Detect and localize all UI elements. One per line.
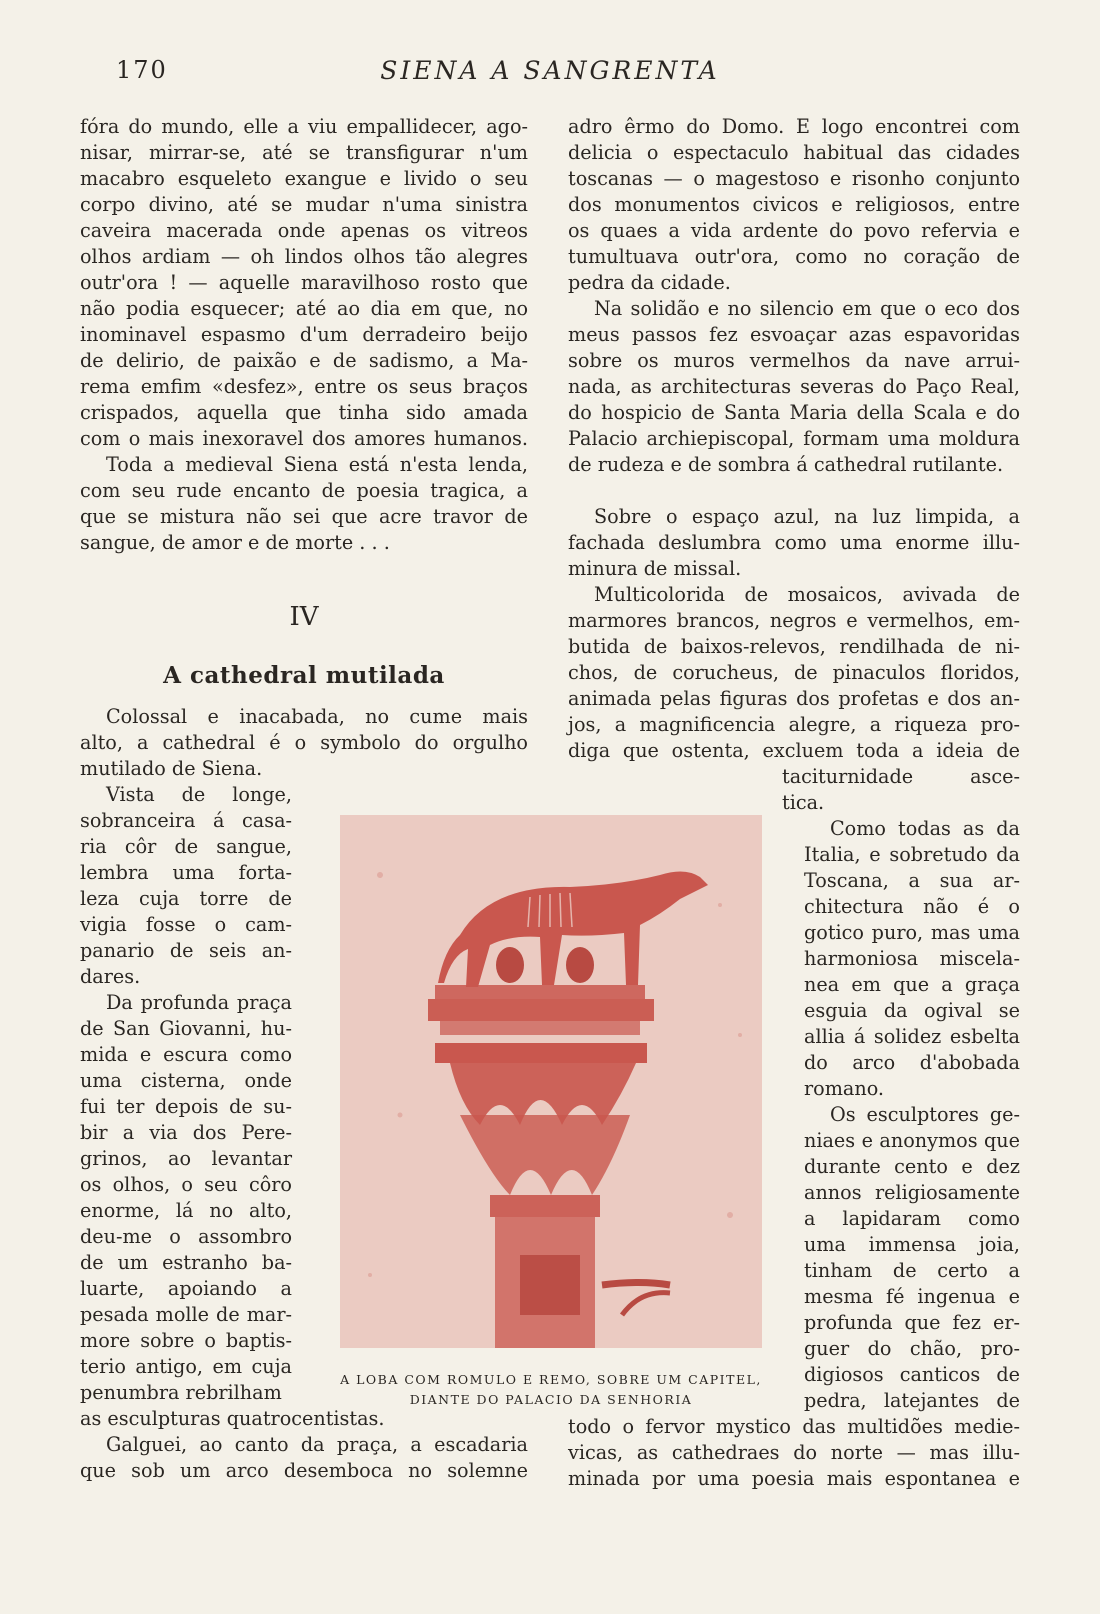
text-line: de San Giovanni, hu- [80, 1017, 292, 1040]
text-line: leza cuja torre de [80, 887, 292, 910]
text-line: tumultuava outr'ora, como no coração de [568, 245, 1020, 268]
text-line: pedra da cidade. [568, 271, 731, 294]
text-line: tica. [782, 791, 825, 814]
text-line: de um estranho ba- [80, 1251, 292, 1274]
text-line: nada, as architecturas severas do Paço Real, [568, 375, 1020, 398]
text-line: lembra uma forta- [80, 861, 292, 884]
text-line: nisar, mirrar-se, até se transfigurar n'um [80, 141, 528, 164]
text-line: sangue, de amor e de morte . . . [80, 531, 390, 554]
running-title: SIENA A SANGRENTA [380, 56, 720, 85]
text-line: Italia, e sobretudo da [804, 843, 1020, 866]
text-line: que se mistura não sei que acre travor de [80, 505, 528, 528]
text-line: panario de seis an- [80, 939, 292, 962]
text-line: nea em que a graça [804, 973, 1020, 996]
text-line: Toscana, a sua ar- [804, 869, 1020, 892]
caption-line: A LOBA COM ROMULO E REMO, SOBRE UM CAPITEL, [340, 1372, 762, 1387]
she-wolf-photograph [340, 815, 762, 1348]
text-line: tinham de certo a [804, 1259, 1020, 1282]
text-line: as esculpturas quatrocentistas. [80, 1407, 385, 1430]
text-line: allia á solidez esbelta [804, 1025, 1020, 1048]
text-line: de delirio, de paixão e de sadismo, a Ma- [80, 349, 528, 372]
text-line: olhos ardiam — oh lindos olhos tão alegres [80, 245, 528, 268]
text-line: pesada molle de mar- [80, 1303, 292, 1326]
text-line: animada pelas figuras dos profetas e dos an- [568, 687, 1020, 710]
text-line: meus passos fez esvoaçar azas espavoridas [568, 323, 1020, 346]
text-line: minura de missal. [568, 557, 742, 580]
text-line: luarte, apoiando a [80, 1277, 292, 1300]
text-line: terio antigo, em cuja [80, 1355, 292, 1378]
text-line: os olhos, o seu côro [80, 1173, 292, 1196]
text-line: não podia esquecer; até ao dia em que, no [80, 297, 528, 320]
text-line: delicia o espectaculo habitual das cidades [568, 141, 1020, 164]
text-line: minada por uma poesia mais espontanea e [568, 1467, 1020, 1490]
text-line: pedra, latejantes de [804, 1389, 1020, 1412]
page-header [0, 56, 1100, 92]
text-line: corpo divino, até se mudar n'uma sinistra [80, 193, 528, 216]
text-line: vicas, as cathedraes do norte — mas illu- [568, 1441, 1020, 1464]
text-line: sobre os muros vermelhos da nave arrui- [568, 349, 1020, 372]
text-line: dos monumentos civicos e religiosos, entre [568, 193, 1020, 216]
text-line: romano. [804, 1077, 885, 1100]
text-line: uma cisterna, onde [80, 1069, 292, 1092]
text-line: com o mais inexoravel dos amores humanos. [80, 427, 528, 450]
caption-line: DIANTE DO PALACIO DA SENHORIA [409, 1392, 693, 1407]
text-line: mida e escura como [80, 1043, 292, 1066]
text-line: gotico puro, mas uma [804, 921, 1020, 944]
text-line: bir a via dos Pere- [80, 1121, 292, 1144]
text-line: de rudeza e de sombra á cathedral rutilante. [568, 453, 1004, 476]
text-line: chos, de corucheus, de pinaculos floridos, [568, 661, 1020, 684]
text-line: do hospicio de Santa Maria della Scala e do [568, 401, 1020, 424]
text-line: alto, a cathedral é o symbolo do orgulho [80, 731, 528, 754]
text-line: Colossal e inacabada, no cume mais [106, 705, 528, 728]
text-line: Palacio archiepiscopal, formam uma moldura [568, 427, 1020, 450]
text-line: todo o fervor mystico das multidões medie- [568, 1415, 1020, 1438]
text-line: vigia fosse o cam- [80, 913, 292, 936]
text-line: chitectura não é o [804, 895, 1020, 918]
text-line: com seu rude encanto de poesia tragica, a [80, 479, 528, 502]
text-line: marmores brancos, negros e vermelhos, em- [568, 609, 1020, 632]
text-line: butida de baixos-relevos, rendilhada de ni- [568, 635, 1020, 658]
text-line: Vista de longe, [106, 783, 292, 806]
text-line: do arco d'abobada [804, 1051, 1020, 1074]
section-number: IV [289, 602, 319, 632]
she-wolf-statue-illustration [340, 815, 762, 1348]
text-line: Como todas as da [830, 817, 1020, 840]
text-line: ria côr de sangue, [80, 835, 292, 858]
text-line: fui ter depois de su- [80, 1095, 292, 1118]
text-line: mesma fé ingenua e [804, 1285, 1020, 1308]
text-line: niaes e anonymos que [804, 1129, 1020, 1152]
figure-caption [320, 1370, 782, 1410]
text-line: mutilado de Siena. [80, 757, 263, 780]
text-line: sobranceira á casa- [80, 809, 292, 832]
text-line: macabro esqueleto exangue e livido o seu [80, 167, 528, 190]
text-line: Multicolorida de mosaicos, avivada de [594, 583, 1020, 606]
text-line: Sobre o espaço azul, na luz limpida, a [594, 505, 1020, 528]
text-line: a lapidaram como [804, 1207, 1020, 1230]
text-line: annos religiosamente [804, 1181, 1020, 1204]
text-line: esguia da ogival se [804, 999, 1020, 1022]
text-line: more sobre o baptis- [80, 1329, 292, 1352]
text-line: uma immensa joia, [804, 1233, 1020, 1256]
text-line: os quaes a vida ardente do povo refervia e [568, 219, 1020, 242]
text-line: outr'ora ! — aquelle maravilhoso rosto que [80, 271, 528, 294]
text-line: toscanas — o magestoso e risonho conjunto [568, 167, 1020, 190]
text-line: harmoniosa miscela- [804, 947, 1020, 970]
text-line: fachada deslumbra como uma enorme illu- [568, 531, 1020, 554]
page-number: 170 [116, 56, 168, 84]
text-line: taciturnidade asce- [782, 765, 1020, 788]
text-line: Da profunda praça [106, 991, 292, 1014]
text-line: fóra do mundo, elle a viu empallidecer, ago- [80, 115, 528, 138]
text-line: Toda a medieval Siena está n'esta lenda, [106, 453, 528, 476]
text-line: guer do chão, pro- [804, 1337, 1020, 1360]
text-line: durante cento e dez [804, 1155, 1020, 1178]
section-title: A cathedral mutilada [163, 662, 445, 689]
text-line: penumbra rebrilham [80, 1381, 282, 1404]
text-line: Os esculptores ge- [830, 1103, 1020, 1126]
text-line: caveira macerada onde apenas os vitreos [80, 219, 528, 242]
text-line: Na solidão e no silencio em que o eco dos [594, 297, 1020, 320]
text-line: deu-me o assombro [80, 1225, 292, 1248]
text-line: profunda que fez er- [804, 1311, 1020, 1334]
text-line: inominavel espasmo d'um derradeiro beijo [80, 323, 528, 346]
text-line: rema emfim «desfez», entre os seus braços [80, 375, 528, 398]
text-line: que sob um arco desemboca no solemne [80, 1459, 528, 1482]
text-line: crispados, aquella que tinha sido amada [80, 401, 528, 424]
text-line: grinos, ao levantar [80, 1147, 292, 1170]
text-line: digiosos canticos de [804, 1363, 1020, 1386]
text-line: dares. [80, 965, 141, 988]
text-line: Galguei, ao canto da praça, a escadaria [106, 1433, 528, 1456]
text-line: enorme, lá no alto, [80, 1199, 292, 1222]
text-line: jos, a magnificencia alegre, a riqueza pro- [568, 713, 1020, 736]
text-line: adro êrmo do Domo. E logo encontrei com [568, 115, 1020, 138]
text-line: diga que ostenta, excluem toda a ideia de [568, 739, 1020, 762]
